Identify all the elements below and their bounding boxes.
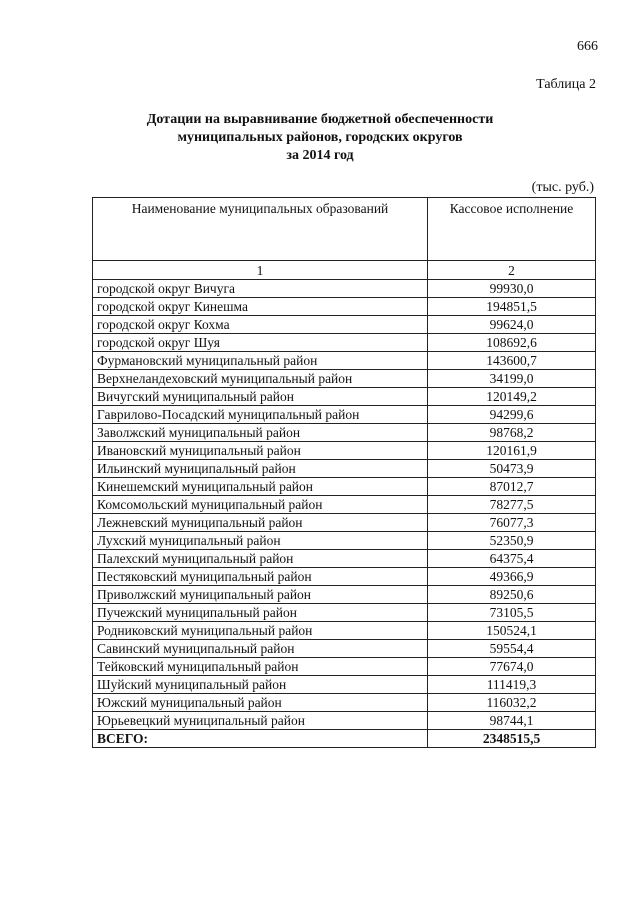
table-row bbox=[93, 532, 596, 550]
table-row bbox=[93, 514, 596, 532]
subsidies-table bbox=[92, 197, 596, 748]
row-name: Шуйский муниципальный район bbox=[93, 676, 428, 694]
row-name: Ильинский муниципальный район bbox=[93, 460, 428, 478]
row-value: 99624,0 bbox=[428, 316, 596, 334]
total-row bbox=[93, 730, 596, 748]
table-row bbox=[93, 316, 596, 334]
table-row bbox=[93, 640, 596, 658]
row-value: 120149,2 bbox=[428, 388, 596, 406]
row-name: Южский муниципальный район bbox=[93, 694, 428, 712]
row-value: 52350,9 bbox=[428, 532, 596, 550]
row-value: 73105,5 bbox=[428, 604, 596, 622]
row-value: 194851,5 bbox=[428, 298, 596, 316]
row-name: Палехский муниципальный район bbox=[93, 550, 428, 568]
header-value: Кассовое исполнение bbox=[428, 198, 596, 261]
row-name: Фурмановский муниципальный район bbox=[93, 352, 428, 370]
header-name: Наименование муниципальных образований bbox=[93, 198, 428, 261]
title-line-2: муниципальных районов, городских округов bbox=[177, 130, 463, 145]
row-name: Гаврилово-Посадский муниципальный район bbox=[93, 406, 428, 424]
table-row bbox=[93, 694, 596, 712]
row-value: 108692,6 bbox=[428, 334, 596, 352]
row-value: 78277,5 bbox=[428, 496, 596, 514]
title-line-3: за 2014 год bbox=[286, 148, 354, 163]
document-title bbox=[0, 111, 640, 165]
row-name: городской округ Шуя bbox=[93, 334, 428, 352]
table-row bbox=[93, 622, 596, 640]
row-name: Лежневский муниципальный район bbox=[93, 514, 428, 532]
row-value: 120161,9 bbox=[428, 442, 596, 460]
table-row bbox=[93, 712, 596, 730]
table-row bbox=[93, 604, 596, 622]
page-number: 666 bbox=[577, 39, 598, 54]
row-name: городской округ Вичуга bbox=[93, 280, 428, 298]
row-name: городской округ Кинешма bbox=[93, 298, 428, 316]
row-name: Кинешемский муниципальный район bbox=[93, 478, 428, 496]
row-name: Ивановский муниципальный район bbox=[93, 442, 428, 460]
table-row bbox=[93, 568, 596, 586]
total-value: 2348515,5 bbox=[428, 730, 596, 748]
row-value: 111419,3 bbox=[428, 676, 596, 694]
row-value: 116032,2 bbox=[428, 694, 596, 712]
row-name: Пучежский муниципальный район bbox=[93, 604, 428, 622]
table-row bbox=[93, 280, 596, 298]
table-row bbox=[93, 334, 596, 352]
row-name: Тейковский муниципальный район bbox=[93, 658, 428, 676]
row-value: 143600,7 bbox=[428, 352, 596, 370]
row-value: 49366,9 bbox=[428, 568, 596, 586]
row-value: 99930,0 bbox=[428, 280, 596, 298]
table-row bbox=[93, 496, 596, 514]
row-value: 98744,1 bbox=[428, 712, 596, 730]
row-name: Пестяковский муниципальный район bbox=[93, 568, 428, 586]
row-value: 76077,3 bbox=[428, 514, 596, 532]
row-value: 77674,0 bbox=[428, 658, 596, 676]
table-label: Таблица 2 bbox=[536, 77, 596, 92]
row-value: 34199,0 bbox=[428, 370, 596, 388]
table-row bbox=[93, 550, 596, 568]
row-name: городской округ Кохма bbox=[93, 316, 428, 334]
table-row bbox=[93, 658, 596, 676]
row-name: Савинский муниципальный район bbox=[93, 640, 428, 658]
table-row bbox=[93, 388, 596, 406]
table-row bbox=[93, 370, 596, 388]
unit-label: (тыс. руб.) bbox=[531, 180, 594, 195]
table-row bbox=[93, 676, 596, 694]
row-value: 89250,6 bbox=[428, 586, 596, 604]
column-number-1: 1 bbox=[93, 261, 428, 280]
row-value: 87012,7 bbox=[428, 478, 596, 496]
header-row bbox=[93, 198, 596, 261]
table-row bbox=[93, 298, 596, 316]
row-name: Заволжский муниципальный район bbox=[93, 424, 428, 442]
table-row bbox=[93, 406, 596, 424]
table-row bbox=[93, 352, 596, 370]
total-label: ВСЕГО: bbox=[93, 730, 428, 748]
table-row bbox=[93, 424, 596, 442]
table-row bbox=[93, 442, 596, 460]
table-row bbox=[93, 478, 596, 496]
column-number-2: 2 bbox=[428, 261, 596, 280]
table-row bbox=[93, 460, 596, 478]
row-value: 98768,2 bbox=[428, 424, 596, 442]
row-name: Лухский муниципальный район bbox=[93, 532, 428, 550]
row-value: 50473,9 bbox=[428, 460, 596, 478]
row-value: 94299,6 bbox=[428, 406, 596, 424]
row-name: Приволжский муниципальный район bbox=[93, 586, 428, 604]
row-name: Вичугский муниципальный район bbox=[93, 388, 428, 406]
table-row bbox=[93, 586, 596, 604]
row-name: Родниковский муниципальный район bbox=[93, 622, 428, 640]
title-line-1: Дотации на выравнивание бюджетной обеспеченности bbox=[146, 112, 494, 127]
row-value: 64375,4 bbox=[428, 550, 596, 568]
row-name: Комсомольский муниципальный район bbox=[93, 496, 428, 514]
row-name: Верхнеландеховский муниципальный район bbox=[93, 370, 428, 388]
row-name: Юрьевецкий муниципальный район bbox=[93, 712, 428, 730]
column-number-row bbox=[93, 261, 596, 280]
row-value: 150524,1 bbox=[428, 622, 596, 640]
row-value: 59554,4 bbox=[428, 640, 596, 658]
